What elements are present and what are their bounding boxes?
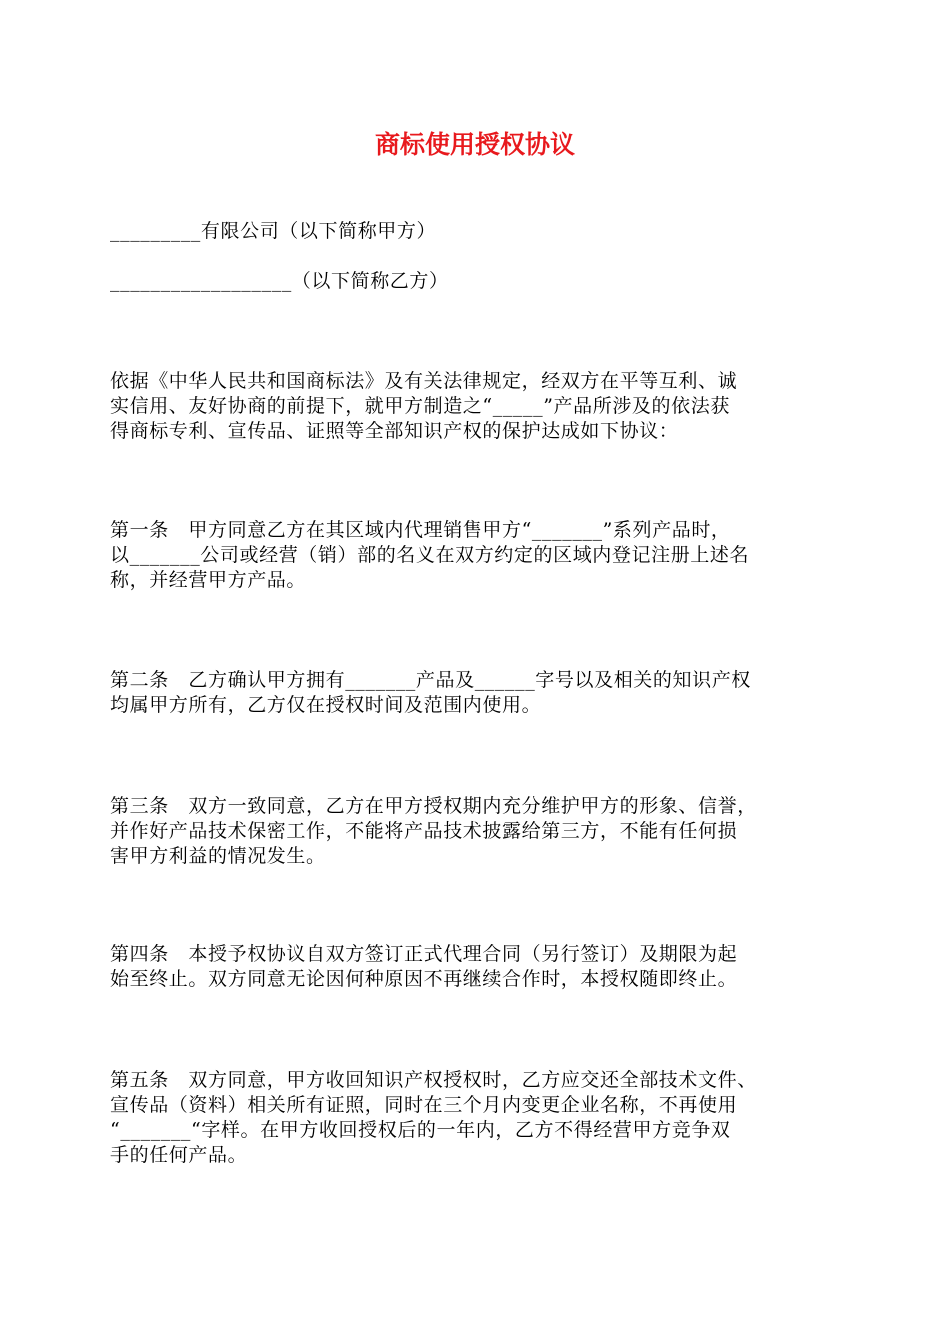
article-5-paragraph [110,1068,850,1168]
article-3-paragraph [110,794,850,869]
article-2-line: 均属甲方所有，乙方仅在授权时间及范围内使用。 [110,694,542,716]
party-b-line: __________________（以下简称乙方） [110,270,449,292]
article-1-line: 第一条 甲方同意乙方在其区域内代理销售甲方“_______”系列产品时， [110,519,731,541]
article-5-line: “_______“字样。在甲方收回授权后的一年内，乙方不得经营甲方竞争双 [110,1119,731,1141]
article-3-line: 害甲方利益的情况发生。 [110,845,326,867]
article-4-line: 始至终止。双方同意无论因何种原因不再继续合作时，本授权随即终止。 [110,968,738,990]
preamble-line: 依据《中华人民共和国商标法》及有关法律规定，经双方在平等互利、诚 [110,370,738,392]
article-3-line: 并作好产品技术保密工作，不能将产品技术披露给第三方，不能有任何损 [110,820,738,842]
article-4-paragraph [110,942,850,992]
article-3-line: 第三条 双方一致同意，乙方在甲方授权期内充分维护甲方的形象、信誉， [110,795,757,817]
article-4-line: 第四条 本授予权协议自双方签订正式代理合同（另行签订）及期限为起 [110,943,738,965]
preamble-paragraph [110,369,850,444]
article-1-paragraph [110,518,850,593]
article-5-line: 宣传品（资料）相关所有证照，同时在三个月内变更企业名称，不再使用 [110,1094,738,1116]
preamble-line: 实信用、友好协商的前提下，就甲方制造之“_____”产品所涉及的依法获 [110,395,730,417]
article-1-line: 以_______公司或经营（销）部的名义在双方约定的区域内登记注册上述名 [110,544,750,566]
article-1-line: 称，并经营甲方产品。 [110,569,307,591]
preamble-line: 得商标专利、宣传品、证照等全部知识产权的保护达成如下协议： [110,420,679,442]
document-title: 商标使用授权协议 [374,130,575,159]
article-2-paragraph [110,668,850,718]
party-a-line: _________有限公司（以下简称甲方） [110,220,437,242]
article-2-line: 第二条 乙方确认甲方拥有_______产品及______字号以及相关的知识产权 [110,669,751,691]
article-5-line: 手的任何产品。 [110,1144,248,1166]
article-5-line: 第五条 双方同意，甲方收回知识产权授权时，乙方应交还全部技术文件、 [110,1069,757,1091]
